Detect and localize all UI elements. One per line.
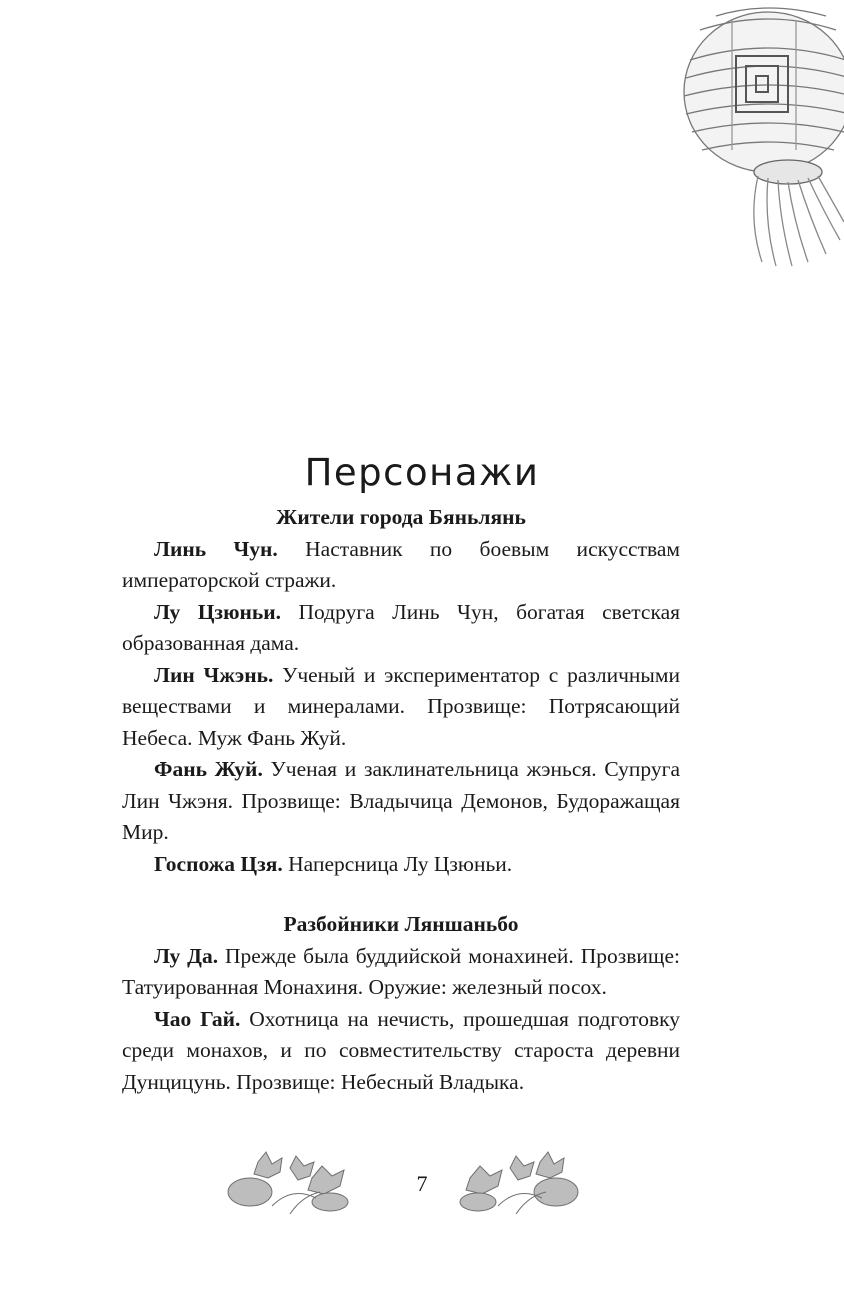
character-name: Фань Жуй.: [154, 757, 263, 781]
section-bandits: [122, 909, 680, 1098]
character-description: Наставник по боевым искусствам императорской стражи.: [122, 536, 680, 592]
character-name: Лу Да.: [154, 943, 219, 968]
section-title: Разбойники Ляншаньбо: [283, 912, 519, 936]
section-residents: [122, 502, 680, 880]
character-description: Наперсница Лу Цзюньи.: [282, 851, 513, 876]
character-entry: [122, 754, 680, 849]
paper-lantern-icon: [676, 0, 844, 270]
character-name: Линь Чун.: [154, 536, 278, 561]
character-description: Прежде была буддийской монахиней. Прозвище: Татуированная Монахиня. Оружие: железный посох.: [122, 943, 680, 999]
character-name: Чао Гай.: [154, 1006, 241, 1031]
character-name: Лу Цзюньи.: [154, 599, 282, 624]
page-number: 7: [416, 1171, 428, 1196]
character-entry: [122, 660, 680, 755]
character-description: Ученая и заклинательница жэнься. Супруга Лин Чжэня. Прозвище: Владычица Демонов, Будоражащая Мир.: [122, 757, 680, 844]
page-title: Персонажи: [304, 450, 540, 494]
character-entry: [122, 597, 680, 660]
character-description: Подруга Линь Чун, богатая светская образованная дама.: [122, 599, 680, 655]
character-description: Ученый и экспериментатор с различными веществами и минералами. Прозвище: Потрясающий Небеса. Муж Фань Жуй.: [122, 662, 680, 750]
section-title: Жители города Бяньлянь: [276, 505, 526, 529]
character-name: Госпожа Цзя.: [154, 851, 283, 876]
character-description: Охотница на нечисть, прошедшая подготовку среди монахов, и по совместительству староста деревни Дунцицунь. Прозвище: Небесный Владыка.: [122, 1006, 680, 1094]
character-entry: [122, 534, 680, 597]
character-entry: [122, 941, 680, 1004]
character-name: Лин Чжэнь.: [154, 662, 274, 687]
character-entry: [122, 1004, 680, 1099]
character-entry: [122, 849, 680, 881]
